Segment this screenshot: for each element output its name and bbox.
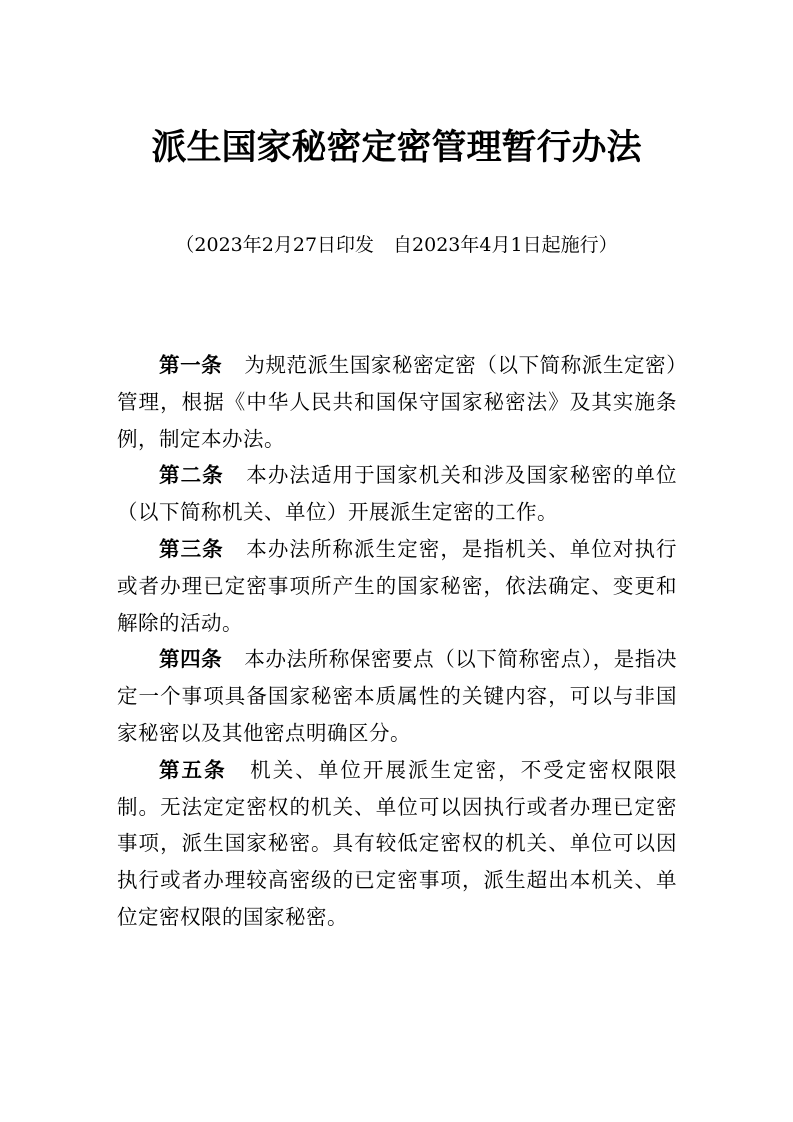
article-2-label: 第二条 [159, 463, 224, 488]
article-4-text: 本办法所称保密要点（以下简称密点），是指决定一个事项具备国家秘密本质属性的关键内容，可以与非国家秘密以及其他密点明确区分。 [117, 647, 677, 745]
document-body [117, 347, 677, 936]
document-issue-dates: （2023年2月27日印发 自2023年4月1日起施行） [175, 234, 618, 256]
article-2-text: 本办法适用于国家机关和涉及国家秘密的单位（以下简称机关、单位）开展派生定密的工作。 [117, 463, 678, 525]
article-3-text: 本办法所称派生定密，是指机关、单位对执行或者办理已定密事项所产生的国家秘密，依法确定、变更和解除的活动。 [117, 536, 678, 635]
document-title: 派生国家秘密定密管理暂行办法 [151, 127, 642, 168]
article-5 [117, 752, 677, 936]
article-4-label: 第四条 [159, 647, 223, 672]
article-3 [117, 531, 677, 641]
article-2 [117, 457, 677, 531]
article-1-label: 第一条 [159, 353, 223, 377]
article-5-label: 第五条 [159, 757, 227, 782]
article-5-text: 机关、单位开展派生定密，不受定密权限限制。无法定定密权的机关、单位可以因执行或者办理已定密事项，派生国家秘密。具有较低定密权的机关、单位可以因执行或者办理较高密级的已定密事项，派生超出本机关、单位定密权限的国家秘密。 [117, 757, 678, 929]
article-1-text: 为规范派生国家秘密定密（以下简称派生定密）管理，根据《中华人民共和国保守国家秘密法》及其实施条例，制定本办法。 [117, 353, 677, 451]
article-3-label: 第三条 [159, 536, 224, 561]
article-4 [117, 641, 677, 751]
article-1 [117, 347, 677, 457]
